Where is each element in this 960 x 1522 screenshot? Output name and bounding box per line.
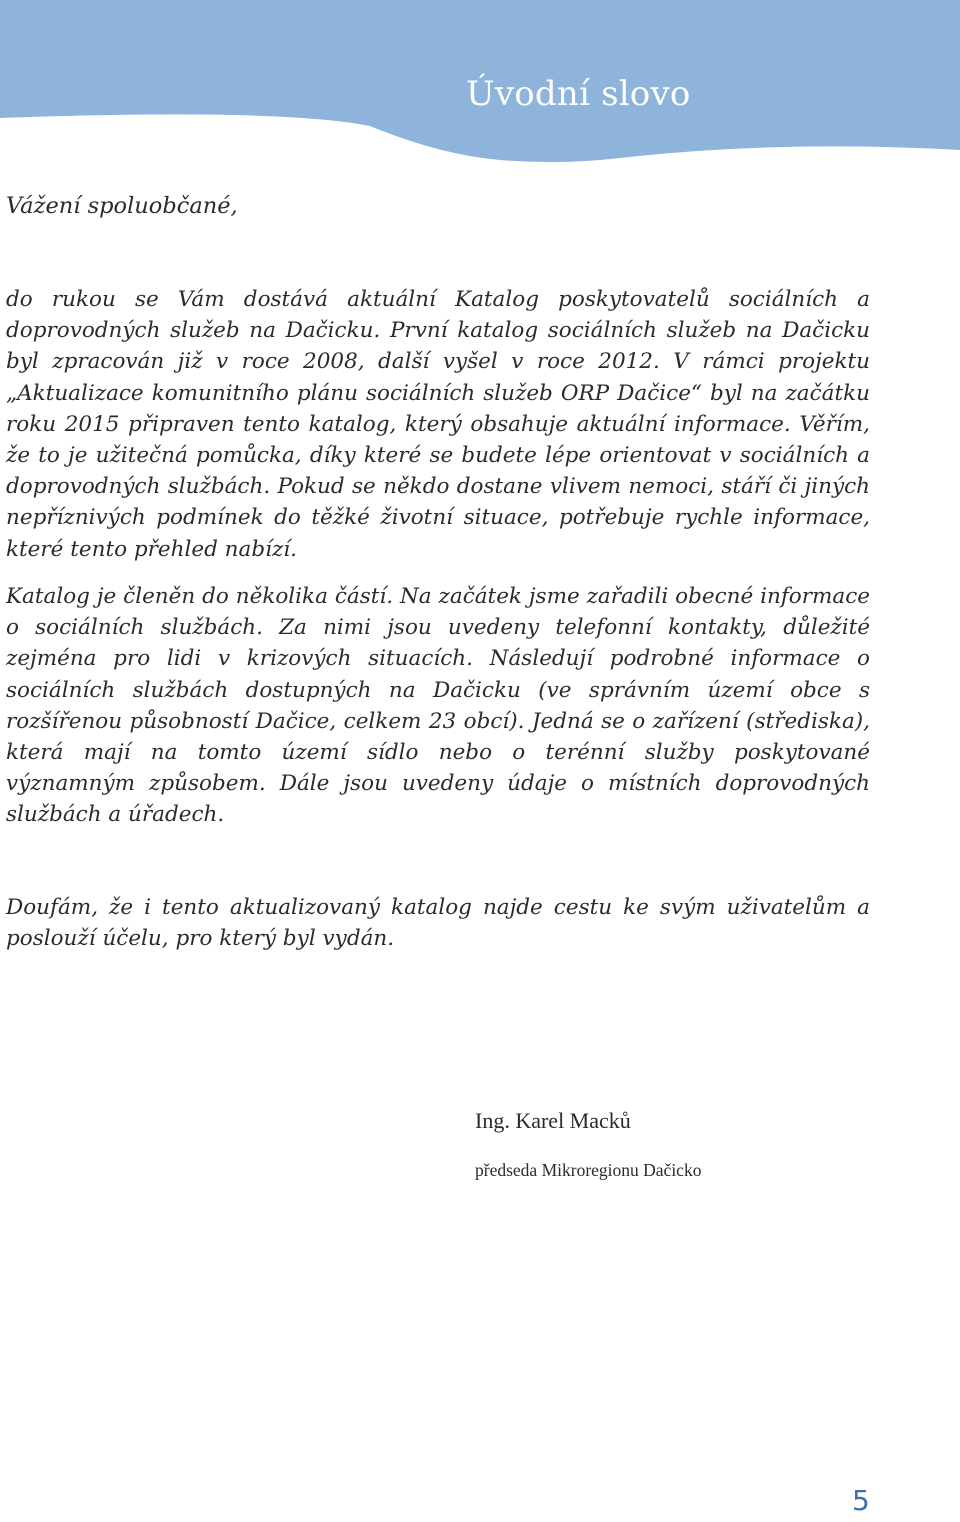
letter-paragraph-intro: do rukou se Vám dostává aktuální Katalog poskytovatelů sociálních a doprovodných služeb na Dačicku. První katalog sociálních služeb na Dačicku byl zpracován již v roce 2008, další vyšel v roce 2012. V rámci projektu „Aktualizace komunitního plánu sociálních služeb ORP Dačice“ byl na začátku roku 2015 připraven tento katalog, který obsahuje aktuální informace. Věřím, že to je užitečná pomůcka, díky které se budete lépe orientovat v sociálních a doprovodných službách. Pokud se někdo dostane vlivem nemoci, stáří či jiných nepříznivých podmínek do těžké životní situace, potřebuje rychle informace, které tento přehled nabízí. <box>6 287 870 562</box>
letter-paragraph-structure: Katalog je členěn do několika částí. Na začátek jsme zařadili obecné informace o sociálních službách. Za nimi jsou uvedeny telefonní kontakty, důležité zejména pro lidi v krizových situacích. Následují podrobné informace o sociálních službách dostupných na Dačicku (ve správním území obce s rozšířenou působností Dačice, celkem 23 obcí). Jedná se o zařízení (střediska), která mají na tomto území sídlo nebo o terénní služby poskytované významným způsobem. Dále jsou uvedeny údaje o místních doprovodných službách a úřadech. <box>6 584 870 828</box>
page-title: Úvodní slovo <box>466 74 691 114</box>
letter-paragraph-closing: Doufám, že i tento aktualizovaný katalog najde cestu ke svým uživatelům a poslouží účelu, pro který byl vydán. <box>6 895 870 952</box>
signature-role: předseda Mikroregionu Dačicko <box>475 1160 702 1180</box>
page-number: 5 <box>852 1484 870 1517</box>
signature-name: Ing. Karel Macků <box>475 1108 631 1133</box>
letter-salutation: Vážení spoluobčané, <box>6 193 238 219</box>
